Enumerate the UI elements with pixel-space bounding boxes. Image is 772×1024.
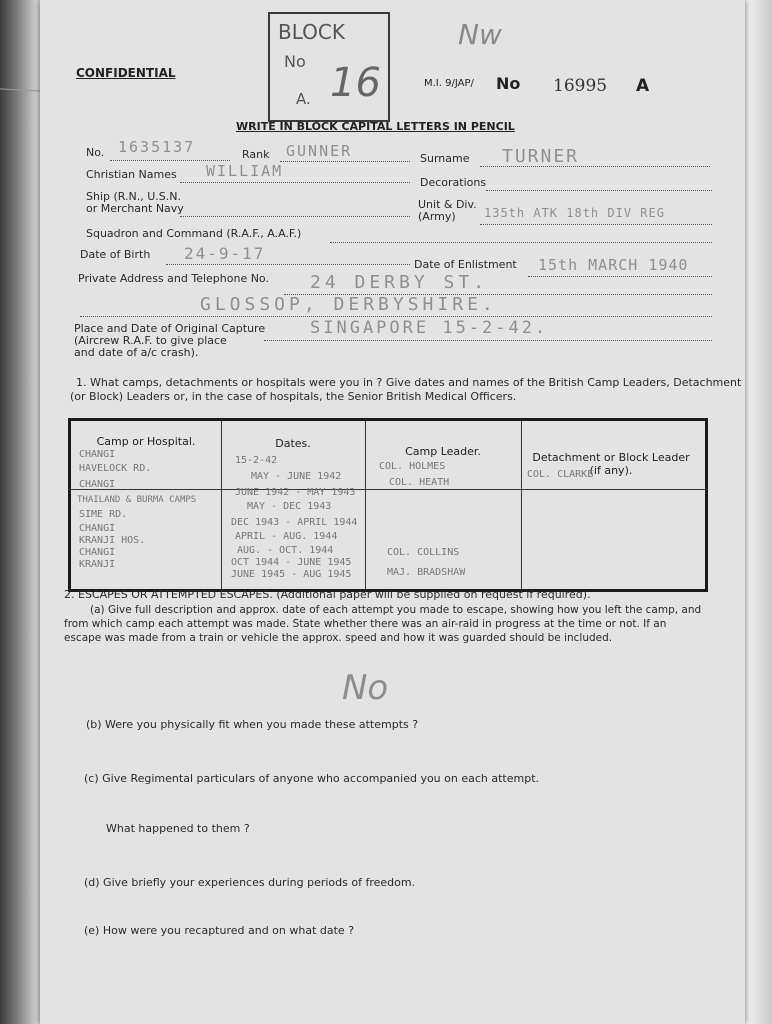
stamp-a-text: A. [296, 90, 311, 108]
escape-answer-handwritten: No [342, 668, 389, 708]
enlistment-value: 15th MARCH 1940 [538, 256, 689, 274]
dob-value: 24-9-17 [184, 244, 266, 263]
table-row: THAILAND & BURMA CAMPS [77, 495, 197, 505]
question-2c-followup: What happened to them ? [106, 822, 250, 835]
question-2d: (d) Give briefly your experiences during periods of freedom. [84, 876, 416, 889]
table-row: COL. HOLMES [379, 461, 446, 472]
table-row: CHANGI [79, 479, 116, 490]
table-row: KRANJI HOS. [79, 535, 146, 546]
table-row: COL. HEATH [389, 477, 450, 488]
stamp-no-text: No [284, 52, 306, 71]
block-stamp [268, 12, 390, 122]
question-2c: (c) Give Regimental particulars of anyone who accompanied you on each attempt. [84, 772, 540, 785]
capture-label-line3: and date of a/c crash). [74, 346, 199, 359]
no-label: No. [86, 146, 105, 159]
number-label: No [496, 74, 521, 93]
table-row: CHANGI [79, 449, 116, 460]
question-2e: (e) How were you recaptured and on what date ? [84, 924, 355, 937]
table-row: MAJ. BRADSHAW [387, 567, 466, 578]
capture-value: SINGAPORE 15-2-42. [310, 318, 549, 338]
address-line-1: 24 DERBY ST. [310, 272, 489, 293]
table-row: JUNE 1942 - MAY 1943 [235, 487, 356, 498]
decorations-label: Decorations [420, 176, 487, 189]
rank-label: Rank [242, 148, 270, 161]
table-row: JUNE 1945 - AUG 1945 [231, 569, 352, 580]
question-1-line2: (or Block) Leaders or, in the case of hospitals, the Senior British Medical Officers. [70, 390, 517, 403]
table-header-camp-leader: Camp Leader. [405, 445, 481, 458]
pencil-instruction: WRITE IN BLOCK CAPITAL LETTERS IN PENCIL [236, 120, 515, 133]
table-row: COL. CLARKE [527, 469, 594, 480]
form-page [40, 0, 745, 1024]
stamp-number-handwritten: 16 [330, 60, 381, 106]
question-2a-line1: (a) Give full description and approx. date of each attempt you made to escape, showing how you left the camp, and [90, 604, 702, 616]
ship-label-line2: or Merchant Navy [86, 202, 184, 215]
confidential-label: CONFIDENTIAL [76, 66, 176, 80]
ship-label-line1: Ship (R.N., U.S.N. [86, 190, 181, 203]
table-row: COL. COLLINS [387, 547, 460, 558]
unit-label-line2: (Army) [418, 210, 456, 223]
table-row: CHANGI [79, 547, 116, 558]
corner-handwritten-note: Nw [458, 18, 502, 51]
surname-label: Surname [420, 152, 470, 165]
table-row: MAY - DEC 1943 [247, 501, 332, 512]
question-2b: (b) Were you physically fit when you made these attempts ? [86, 718, 419, 731]
table-row: OCT 1944 - JUNE 1945 [231, 557, 352, 568]
capture-label-line2: (Aircrew R.A.F. to give place [74, 334, 227, 347]
form-suffix: A [636, 76, 650, 96]
question-1-line1: 1. What camps, detachments or hospitals were you in ? Give dates and names of the British Camp Leaders, Detachment [76, 376, 742, 389]
camps-table [68, 418, 708, 592]
unit-label-line1: Unit & Div. [418, 198, 477, 211]
table-row: HAVELOCK RD. [79, 463, 152, 474]
christian-names-label: Christian Names [86, 168, 177, 181]
surname-value: TURNER [502, 146, 580, 167]
question-2a-line2: from which camp each attempt was made. State whether there was an air-raid in progress at the time or not. If an [64, 618, 667, 630]
christian-names-value: WILLIAM [206, 162, 284, 180]
table-row: APRIL - AUG. 1944 [235, 531, 338, 542]
table-header-detachment: Detachment or Block Leader (if any). [532, 451, 690, 477]
table-row: AUG. - OCT. 1944 [237, 545, 334, 556]
unit-value: 135th ATK 18th DIV REG [484, 206, 665, 220]
table-row: DEC 1943 - APRIL 1944 [231, 517, 358, 528]
dob-label: Date of Birth [80, 248, 151, 261]
rank-value: GUNNER [286, 142, 353, 160]
table-header-dates: Dates. [275, 437, 311, 450]
form-number: 16995 [553, 76, 608, 96]
stamp-block-text: BLOCK [278, 20, 345, 44]
service-number-value: 1635137 [118, 138, 196, 156]
table-row: SIME RD. [79, 509, 128, 520]
address-label: Private Address and Telephone No. [78, 272, 269, 285]
question-2a-line3: escape was made from a train or vehicle the approx. speed and how it was guarded should be included. [64, 632, 613, 644]
address-line-2: GLOSSOP, DERBYSHIRE. [200, 294, 497, 315]
table-row: MAY - JUNE 1942 [251, 471, 342, 482]
enlistment-label: Date of Enlistment [414, 258, 517, 271]
capture-label-line1: Place and Date of Original Capture [74, 322, 266, 335]
reference-label: M.I. 9/JAP/ [424, 78, 474, 89]
table-header-camp: Camp or Hospital. [96, 435, 196, 448]
table-row: KRANJI [79, 559, 116, 570]
table-row: CHANGI [79, 523, 116, 534]
question-2-title: 2. ESCAPES OR ATTEMPTED ESCAPES. (Additional paper will be supplied on request if required). [64, 588, 591, 601]
table-row: 15-2-42 [235, 455, 278, 466]
squadron-label: Squadron and Command (R.A.F., A.A.F.) [86, 227, 302, 240]
